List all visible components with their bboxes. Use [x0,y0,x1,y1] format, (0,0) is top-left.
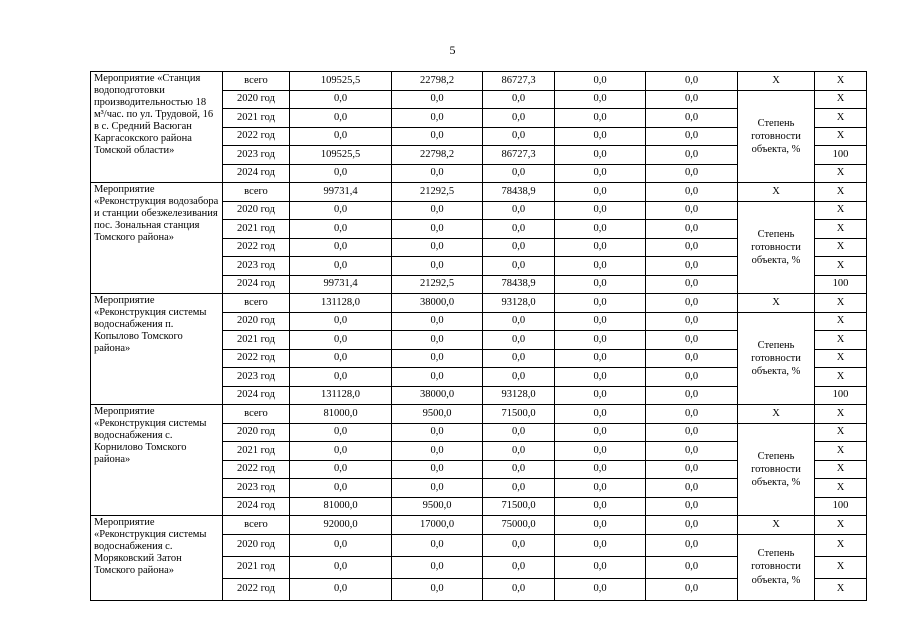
amount-cell: 0,0 [483,109,555,128]
indicator-cell: X [738,294,815,313]
amount-cell: 99731,4 [290,183,392,202]
program-measures-table [90,71,867,601]
amount-cell: 0,0 [646,479,738,498]
target-value-cell: X [815,183,867,202]
amount-cell: 0,0 [646,497,738,516]
amount-cell: 0,0 [646,183,738,202]
amount-cell: 0,0 [555,90,646,109]
year-cell: 2024 год [223,275,290,294]
amount-cell: 0,0 [392,442,483,461]
amount-cell: 81000,0 [290,405,392,424]
amount-cell: 0,0 [290,127,392,146]
amount-cell: 0,0 [646,516,738,535]
amount-cell: 0,0 [392,257,483,276]
amount-cell: 21292,5 [392,183,483,202]
year-cell: 2021 год [223,331,290,350]
amount-cell: 0,0 [646,90,738,109]
year-cell: 2020 год [223,201,290,220]
amount-cell: 0,0 [555,72,646,91]
target-value-cell: X [815,423,867,442]
amount-cell: 0,0 [646,294,738,313]
amount-cell: 0,0 [290,578,392,600]
target-value-cell: 100 [815,146,867,165]
year-cell: всего [223,72,290,91]
year-cell: 2022 год [223,238,290,257]
amount-cell: 92000,0 [290,516,392,535]
amount-cell: 93128,0 [483,386,555,405]
amount-cell: 0,0 [555,109,646,128]
amount-cell: 0,0 [483,423,555,442]
year-cell: 2021 год [223,556,290,578]
amount-cell: 0,0 [555,556,646,578]
amount-cell: 0,0 [646,312,738,331]
amount-cell: 0,0 [555,497,646,516]
amount-cell: 93128,0 [483,294,555,313]
measure-name-cell: Мероприятие «Реконструкция системы водоснабжения с. Моряковский Затон Томского района» [91,516,223,601]
amount-cell: 0,0 [483,556,555,578]
amount-cell: 0,0 [483,164,555,183]
target-value-cell: X [815,90,867,109]
amount-cell: 71500,0 [483,497,555,516]
amount-cell: 131128,0 [290,386,392,405]
amount-cell: 0,0 [483,479,555,498]
indicator-name-cell: Степень готовности объекта, % [738,312,815,405]
amount-cell: 0,0 [646,386,738,405]
amount-cell: 0,0 [555,312,646,331]
amount-cell: 0,0 [392,331,483,350]
amount-cell: 0,0 [555,405,646,424]
target-value-cell: X [815,109,867,128]
target-value-cell: 100 [815,386,867,405]
measure-name-cell: Мероприятие «Реконструкция системы водоснабжения с. Корнилово Томского района» [91,405,223,516]
target-value-cell: X [815,368,867,387]
target-value-cell: X [815,442,867,461]
amount-cell: 99731,4 [290,275,392,294]
amount-cell: 0,0 [646,72,738,91]
amount-cell: 0,0 [646,405,738,424]
amount-cell: 78438,9 [483,275,555,294]
year-cell: 2024 год [223,386,290,405]
amount-cell: 0,0 [290,257,392,276]
amount-cell: 0,0 [483,312,555,331]
amount-cell: 0,0 [555,183,646,202]
target-value-cell: X [815,331,867,350]
year-cell: 2022 год [223,349,290,368]
year-cell: 2024 год [223,164,290,183]
amount-cell: 0,0 [290,90,392,109]
measure-name-cell: Мероприятие «Станция водоподготовки производительностью 18 м³/час. по ул. Трудовой, 16 в с. Средний Васюган Каргасокского района Томской области» [91,72,223,183]
amount-cell: 0,0 [646,220,738,239]
amount-cell: 0,0 [483,578,555,600]
year-cell: всего [223,183,290,202]
table-row [91,183,867,202]
amount-cell: 0,0 [646,257,738,276]
amount-cell: 0,0 [483,349,555,368]
amount-cell: 131128,0 [290,294,392,313]
amount-cell: 22798,2 [392,146,483,165]
amount-cell: 0,0 [392,164,483,183]
amount-cell: 0,0 [555,479,646,498]
year-cell: 2021 год [223,109,290,128]
indicator-name-cell: Степень готовности объекта, % [738,534,815,600]
target-value-cell: X [815,127,867,146]
target-value-cell: X [815,164,867,183]
amount-cell: 86727,3 [483,146,555,165]
amount-cell: 0,0 [392,201,483,220]
target-value-cell: X [815,578,867,600]
amount-cell: 86727,3 [483,72,555,91]
amount-cell: 0,0 [392,534,483,556]
indicator-name-cell: Степень готовности объекта, % [738,423,815,516]
indicator-name-cell: Степень готовности объекта, % [738,201,815,294]
amount-cell: 0,0 [290,479,392,498]
amount-cell: 0,0 [555,349,646,368]
amount-cell: 0,0 [555,275,646,294]
amount-cell: 0,0 [555,368,646,387]
amount-cell: 0,0 [646,201,738,220]
year-cell: всего [223,405,290,424]
indicator-name-cell: Степень готовности объекта, % [738,90,815,183]
target-value-cell: X [815,556,867,578]
amount-cell: 0,0 [646,442,738,461]
table-row [91,405,867,424]
year-cell: 2022 год [223,578,290,600]
amount-cell: 9500,0 [392,497,483,516]
year-cell: 2020 год [223,90,290,109]
target-value-cell: X [815,405,867,424]
amount-cell: 38000,0 [392,386,483,405]
amount-cell: 0,0 [392,578,483,600]
amount-cell: 0,0 [290,442,392,461]
indicator-cell: X [738,516,815,535]
amount-cell: 75000,0 [483,516,555,535]
amount-cell: 0,0 [555,423,646,442]
target-value-cell: X [815,220,867,239]
amount-cell: 0,0 [290,534,392,556]
indicator-cell: X [738,72,815,91]
amount-cell: 0,0 [392,423,483,442]
amount-cell: 0,0 [555,516,646,535]
target-value-cell: X [815,257,867,276]
amount-cell: 0,0 [290,201,392,220]
amount-cell: 0,0 [555,294,646,313]
amount-cell: 0,0 [290,312,392,331]
amount-cell: 0,0 [555,442,646,461]
amount-cell: 0,0 [646,127,738,146]
amount-cell: 0,0 [483,201,555,220]
year-cell: 2020 год [223,534,290,556]
amount-cell: 0,0 [483,368,555,387]
amount-cell: 0,0 [646,534,738,556]
amount-cell: 0,0 [555,220,646,239]
amount-cell: 78438,9 [483,183,555,202]
amount-cell: 109525,5 [290,146,392,165]
amount-cell: 0,0 [392,368,483,387]
amount-cell: 0,0 [483,238,555,257]
year-cell: 2020 год [223,423,290,442]
year-cell: 2022 год [223,127,290,146]
year-cell: 2023 год [223,146,290,165]
indicator-cell: X [738,183,815,202]
year-cell: 2020 год [223,312,290,331]
amount-cell: 0,0 [555,146,646,165]
amount-cell: 0,0 [483,331,555,350]
amount-cell: 0,0 [646,578,738,600]
amount-cell: 0,0 [483,534,555,556]
amount-cell: 0,0 [646,368,738,387]
amount-cell: 0,0 [392,312,483,331]
amount-cell: 0,0 [290,109,392,128]
year-cell: всего [223,294,290,313]
amount-cell: 0,0 [290,220,392,239]
amount-cell: 38000,0 [392,294,483,313]
amount-cell: 0,0 [646,146,738,165]
amount-cell: 0,0 [646,349,738,368]
amount-cell: 0,0 [392,556,483,578]
year-cell: 2023 год [223,479,290,498]
target-value-cell: X [815,294,867,313]
year-cell: всего [223,516,290,535]
table-body [91,72,867,601]
amount-cell: 22798,2 [392,72,483,91]
amount-cell: 0,0 [290,368,392,387]
amount-cell: 0,0 [555,460,646,479]
amount-cell: 0,0 [290,460,392,479]
amount-cell: 0,0 [483,442,555,461]
year-cell: 2023 год [223,368,290,387]
target-value-cell: X [815,479,867,498]
amount-cell: 0,0 [483,90,555,109]
amount-cell: 0,0 [290,164,392,183]
table-row [91,516,867,535]
amount-cell: 0,0 [290,423,392,442]
amount-cell: 0,0 [483,127,555,146]
target-value-cell: X [815,72,867,91]
amount-cell: 0,0 [392,220,483,239]
target-value-cell: X [815,238,867,257]
year-cell: 2022 год [223,460,290,479]
amount-cell: 21292,5 [392,275,483,294]
target-value-cell: X [815,534,867,556]
year-cell: 2021 год [223,442,290,461]
amount-cell: 0,0 [555,386,646,405]
year-cell: 2021 год [223,220,290,239]
target-value-cell: X [815,460,867,479]
target-value-cell: 100 [815,497,867,516]
amount-cell: 81000,0 [290,497,392,516]
target-value-cell: X [815,312,867,331]
table-row [91,72,867,91]
target-value-cell: X [815,516,867,535]
amount-cell: 0,0 [483,460,555,479]
indicator-cell: X [738,405,815,424]
amount-cell: 71500,0 [483,405,555,424]
amount-cell: 0,0 [290,238,392,257]
amount-cell: 0,0 [646,423,738,442]
amount-cell: 0,0 [392,238,483,257]
amount-cell: 0,0 [290,556,392,578]
target-value-cell: X [815,201,867,220]
amount-cell: 0,0 [483,257,555,276]
amount-cell: 0,0 [392,349,483,368]
table-row [91,294,867,313]
amount-cell: 0,0 [555,164,646,183]
amount-cell: 0,0 [555,238,646,257]
amount-cell: 0,0 [646,238,738,257]
amount-cell: 17000,0 [392,516,483,535]
year-cell: 2024 год [223,497,290,516]
page-number: 5 [449,43,456,57]
amount-cell: 0,0 [646,331,738,350]
amount-cell: 0,0 [646,164,738,183]
amount-cell: 0,0 [555,127,646,146]
measure-name-cell: Мероприятие «Реконструкция системы водоснабжения п. Копылово Томского района» [91,294,223,405]
target-value-cell: 100 [815,275,867,294]
amount-cell: 9500,0 [392,405,483,424]
amount-cell: 0,0 [646,109,738,128]
amount-cell: 0,0 [392,479,483,498]
amount-cell: 0,0 [290,331,392,350]
amount-cell: 0,0 [555,578,646,600]
amount-cell: 0,0 [392,460,483,479]
amount-cell: 0,0 [646,460,738,479]
year-cell: 2023 год [223,257,290,276]
amount-cell: 109525,5 [290,72,392,91]
amount-cell: 0,0 [392,90,483,109]
amount-cell: 0,0 [290,349,392,368]
amount-cell: 0,0 [555,534,646,556]
amount-cell: 0,0 [392,127,483,146]
target-value-cell: X [815,349,867,368]
measure-name-cell: Мероприятие «Реконструкция водозабора и станции обезжелезивания пос. Зональная станция Томского района» [91,183,223,294]
amount-cell: 0,0 [555,201,646,220]
amount-cell: 0,0 [646,556,738,578]
amount-cell: 0,0 [555,331,646,350]
amount-cell: 0,0 [483,220,555,239]
amount-cell: 0,0 [646,275,738,294]
amount-cell: 0,0 [392,109,483,128]
amount-cell: 0,0 [555,257,646,276]
